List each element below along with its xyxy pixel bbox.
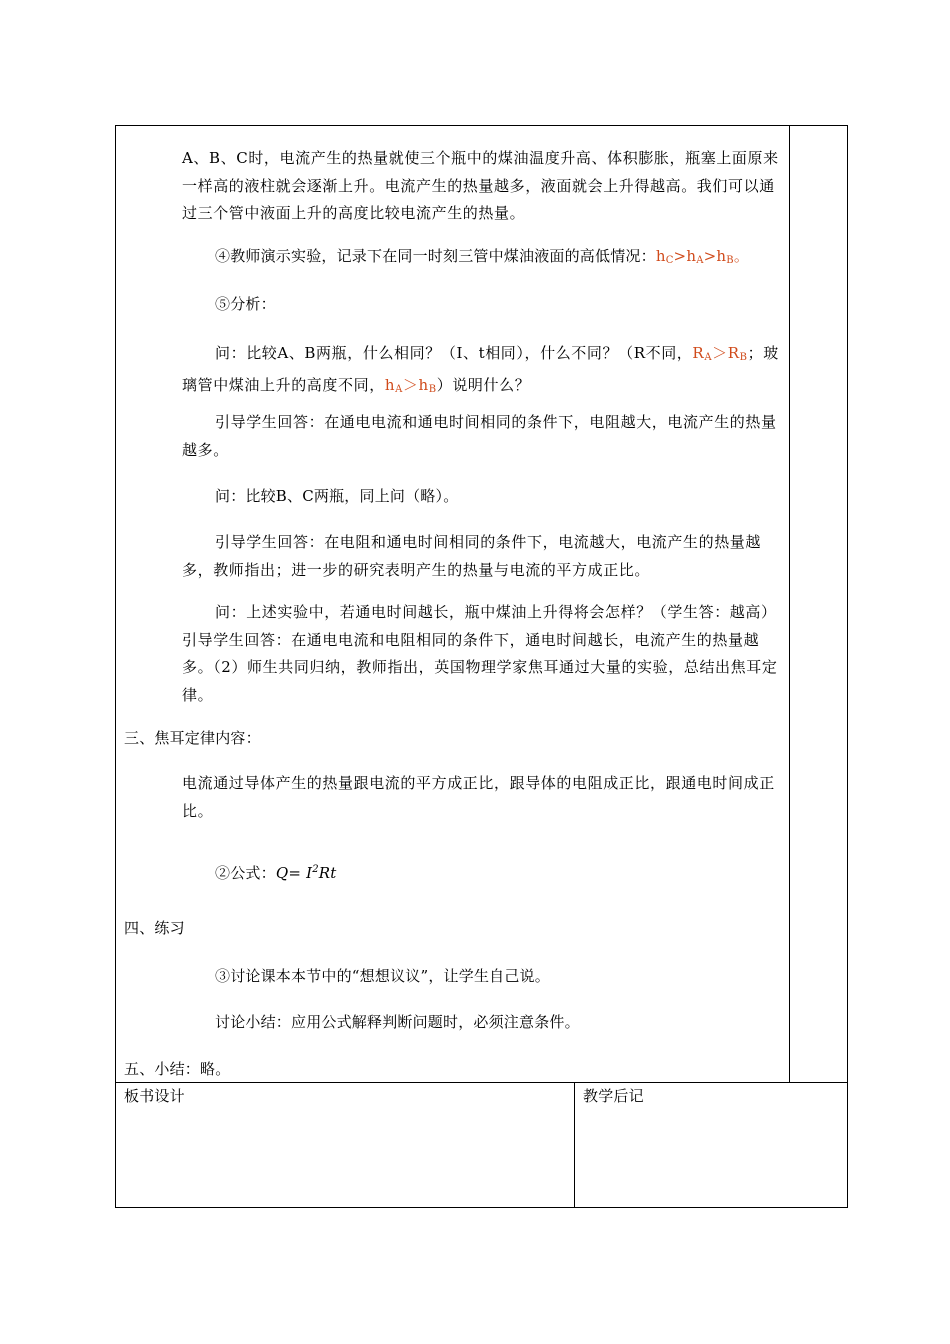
discussion-item: ③讨论课本本节中的“想想议议”，让学生自己说。: [215, 967, 550, 985]
analysis-heading: ⑤分析：: [215, 295, 276, 313]
question-ab: 问：比较A、B两瓶，什么相同？（I、t相同），什么不同？（R不同，$R_A>R_B$；玻璃管中煤油上升的高度不同，$h_A>h_B$）说明什么？: [182, 344, 779, 395]
demo-text: ④教师演示实验，记录下在同一时刻三管中煤油液面的高低情况：: [215, 247, 656, 265]
discussion-summary: 讨论小结：应用公式解释判断问题时，必须注意条件。: [215, 1013, 580, 1031]
question-bc: 问：比较B、C两瓶，同上问（略）。: [215, 487, 459, 505]
paragraph-experiment-principle: A、B、C时，电流产生的热量就使三个瓶中的煤油温度升高、体积膨胀，瓶塞上面原来一样高的液柱就会逐渐上升。电流产生的热量越多，液面就会上升得越高。我们可以通过三个管中液面上升的高度比较电流产生的热量。: [182, 149, 779, 222]
paragraph-demo-record: [215, 242, 749, 275]
joule-law-content: 电流通过导体产生的热量跟电流的平方成正比，跟导体的电阻成正比，跟通电时间成正比。: [182, 774, 775, 820]
section-four-heading: 四、练习: [124, 919, 185, 937]
formula-line: ②公式：$Q= I^2Rt$: [215, 864, 337, 882]
teaching-notes-label: 教学后记: [583, 1087, 644, 1105]
section-five-heading: 五、小结：略。: [124, 1060, 231, 1078]
height-compare-ab: $h_A>h_B$: [384, 375, 437, 395]
board-design-label: 板书设计: [124, 1087, 185, 1105]
section-three-heading: 三、焦耳定律内容：: [124, 729, 261, 747]
answer-current: 引导学生回答：在电阻和通电时间相同的条件下，电流越大，电流产生的热量越多，教师指出；进一步的研究表明产生的热量与电流的平方成正比。: [182, 533, 762, 579]
answer-resistance: 引导学生回答：在通电电流和通电时间相同的条件下，电阻越大，电流产生的热量越多。: [182, 413, 777, 459]
height-comparison: $h_C>h_A>h_B$。: [655, 247, 750, 266]
bottom-column-divider: [574, 1082, 575, 1208]
resistance-compare: $R_A>R_B$: [692, 344, 748, 363]
question-time: 问：上述实验中，若通电时间越长，瓶中煤油上升得将会怎样？（学生答：越高）引导学生回答：在通电电流和电阻相同的条件下，通电时间越长，电流产生的热量越多。（2）师生共同归纳，教师指出，英国物理学家焦耳通过大量的实验，总结出焦耳定律。: [182, 603, 778, 704]
right-column-divider: [789, 125, 790, 1082]
formula-expression: $Q= I^2Rt$: [275, 864, 337, 882]
